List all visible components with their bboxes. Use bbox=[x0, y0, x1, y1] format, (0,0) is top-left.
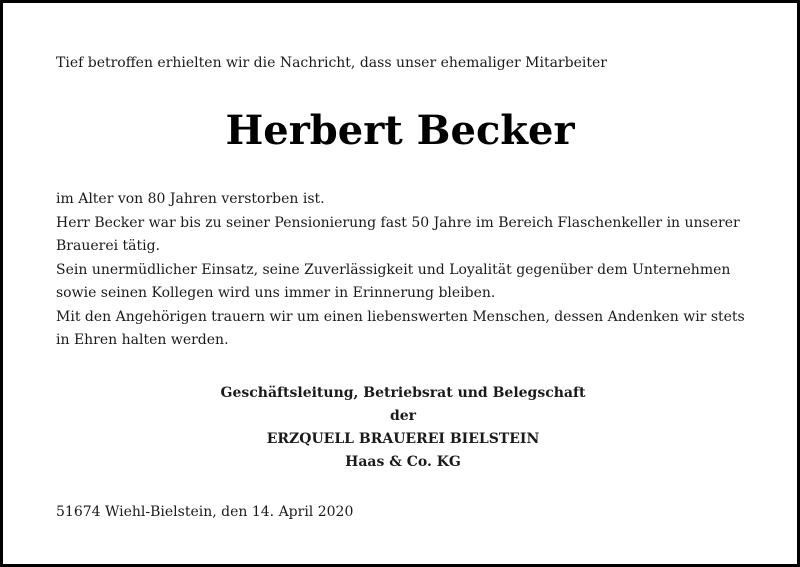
body-paragraph-career: Herr Becker war bis zu seiner Pensionierung fast 50 Jahre im Bereich Flaschenkeller in unserer Brauerei tätig. bbox=[56, 215, 740, 254]
body-paragraph-age: im Alter von 80 Jahren verstorben ist. bbox=[56, 191, 325, 207]
body-paragraph-mourning: Mit den Angehörigen trauern wir um einen liebenswerten Menschen, dessen Andenken wir stets in Ehren halten werden. bbox=[56, 309, 745, 348]
signature-line-staff: Geschäftsleitung, Betriebsrat und Belegschaft bbox=[220, 385, 586, 401]
signature-line-company: ERZQUELL BRAUEREI BIELSTEIN bbox=[266, 431, 540, 447]
signature-block bbox=[3, 382, 800, 474]
deceased-name: Herbert Becker bbox=[225, 107, 575, 154]
place-date: 51674 Wiehl-Bielstein, den 14. April 2020 bbox=[56, 504, 354, 520]
notice-body bbox=[56, 188, 756, 353]
signature-line-legal-form: Haas & Co. KG bbox=[345, 454, 461, 470]
intro-text: Tief betroffen erhielten wir die Nachricht, dass unser ehemaliger Mitarbeiter bbox=[56, 55, 607, 71]
signature-line-der: der bbox=[389, 408, 417, 424]
body-paragraph-tribute: Sein unermüdlicher Einsatz, seine Zuverlässigkeit und Loyalität gegenüber dem Unternehmen sowie seinen Kollegen wird uns immer in Erinnerung bleiben. bbox=[56, 262, 731, 301]
